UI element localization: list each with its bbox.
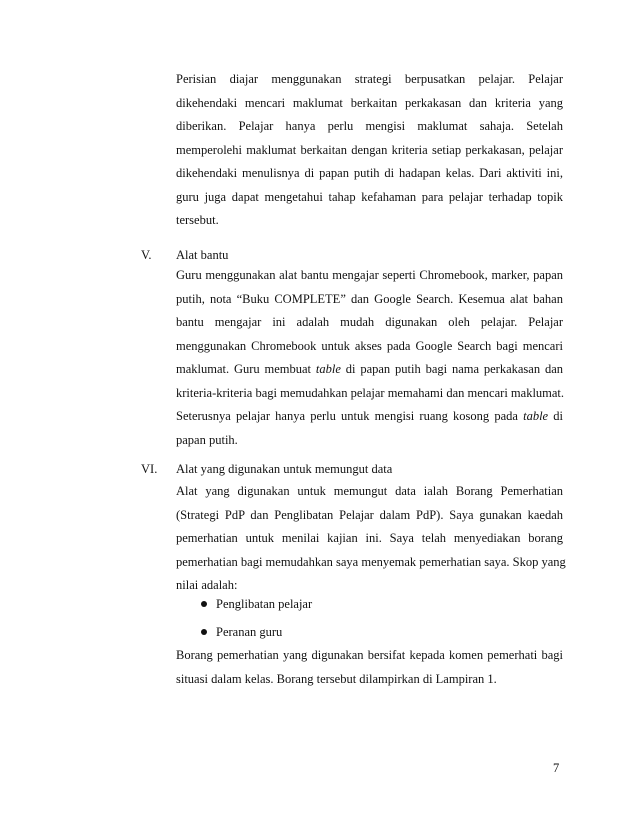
section-number: V. [141,248,152,262]
paragraph-line: Perisian diajar menggunakan strategi berpusatkan pelajar. Pelajar [176,72,563,86]
paragraph-line: Seterusnya pelajar hanya perlu untuk mengisi ruang kosong pada table di [176,409,563,423]
section-vi-paragraph [176,480,566,598]
paragraph-line: papan putih. [176,432,238,447]
paragraph-line: menggunakan Chromebook untuk akses pada Google Search bagi mencari [176,338,563,353]
paragraph-line: Alat yang digunakan untuk memungut data ialah Borang Pemerhatian [176,484,563,498]
section-heading: Alat bantu [176,248,229,262]
section-v-paragraph [176,264,563,452]
bullet-list [176,590,563,646]
paragraph-line: Borang pemerhatian yang digunakan bersifat kepada komen pemerhati bagi [176,648,563,662]
paragraph-line: dikehendaki menulisnya di papan putih di hadapan kelas. Dari aktiviti ini, [176,166,563,180]
paragraph-line: tersebut. [176,213,219,227]
paragraph-line: Guru menggunakan alat bantu mengajar seperti Chromebook, marker, papan [176,268,563,282]
paragraph-line: pemerhatian untuk menilai kajian ini. Saya telah menyediakan borang [176,531,563,545]
paragraph-line: maklumat. Guru membuat table di papan putih bagi nama perkakasan dan [176,362,563,376]
intro-paragraph [176,68,563,233]
paragraph-line: bantu mengajar ini adalah mudah digunakan oleh pelajar. Pelajar [176,315,563,329]
page-number: 7 [553,761,560,775]
list-item: Peranan guru [176,618,563,646]
paragraph-line: diberikan. Pelajar hanya perlu mengisi maklumat sahaja. Setelah [176,119,563,133]
paragraph-line: kriteria-kriteria bagi memudahkan pelajar memahami dan mencari maklumat. [176,385,565,400]
paragraph-line: dikehendaki mencari maklumat berkaitan perkakasan dan kriteria yang [176,95,563,110]
paragraph-line: nilai adalah: [176,578,238,592]
section-number: VI. [141,462,158,476]
bullet-dot-icon [201,601,207,607]
paragraph-line: situasi dalam kelas. Borang tersebut dilampirkan di Lampiran 1. [176,671,497,686]
paragraph-line: memperolehi maklumat berkaitan dengan kriteria setiap perkakasan, pelajar [176,142,563,157]
list-item: Penglibatan pelajar [176,590,563,618]
paragraph-line: putih, nota “Buku COMPLETE” dan Google Search. Kesemua alat bahan [176,291,563,306]
bullet-dot-icon [201,629,207,635]
paragraph-line: pemerhatian bagi memudahkan saya menyemak pemerhatian saya. Skop yang [176,554,566,569]
paragraph-line: (Strategi PdP dan Penglibatan Pelajar dalam PdP). Saya gunakan kaedah [176,507,563,522]
paragraph-line: guru juga dapat mengetahui tahap kefahaman para pelajar terhadap topik [176,189,563,204]
closing-paragraph [176,644,563,691]
section-heading: Alat yang digunakan untuk memungut data [176,462,393,476]
